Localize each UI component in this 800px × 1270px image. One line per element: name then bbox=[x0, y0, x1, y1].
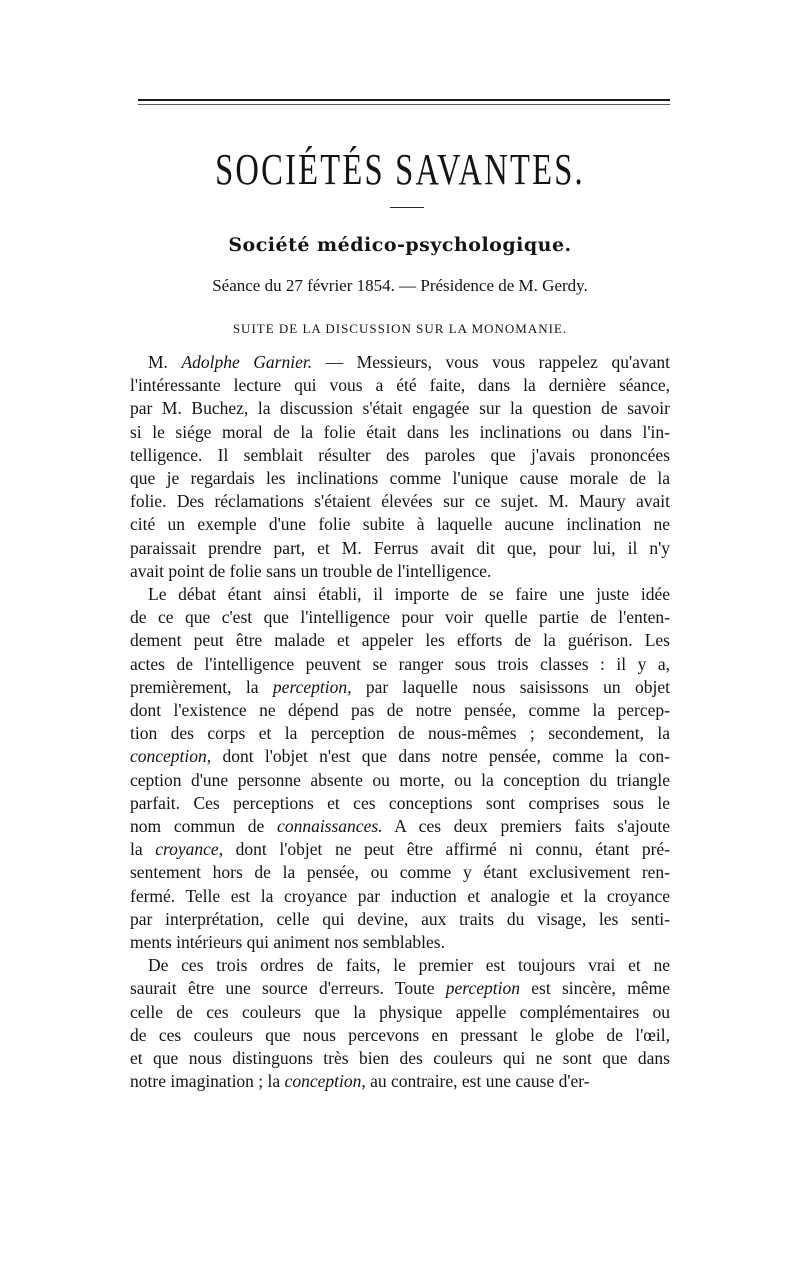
text-run: Le débat étant ainsi établi, il importe de se faire une juste idée bbox=[148, 584, 670, 605]
text-run: ception d'une personne absente ou morte, ou la conception du triangle bbox=[130, 769, 670, 790]
italic-term: Adolphe Garnier. bbox=[181, 352, 313, 372]
text-run: de ces couleurs que nous percevons en pressant le globe de l'œil, bbox=[130, 1024, 670, 1045]
text-line bbox=[130, 838, 670, 861]
text-run: tion des corps et la perception de nous-mêmes ; secondement, la bbox=[130, 723, 670, 744]
text-run: l'intéressante lecture qui vous a été faite, dans la dernière séance, bbox=[130, 375, 670, 396]
text-line bbox=[130, 745, 670, 768]
text-run: si le siége moral de la folie était dans les inclinations ou dans l'in- bbox=[130, 421, 670, 442]
text-line bbox=[130, 513, 670, 536]
text-run: premièrement, la bbox=[130, 676, 273, 697]
text-line bbox=[130, 885, 670, 908]
text-run: celle de ces couleurs que la physique appelle complémentaires ou bbox=[130, 1001, 670, 1022]
text-line bbox=[130, 1001, 670, 1024]
text-line bbox=[130, 397, 670, 420]
text-run: par laquelle nous saisissons un objet bbox=[351, 676, 670, 697]
text-run: dont l'objet ne peut être affirmé ni connu, étant pré- bbox=[223, 839, 670, 860]
session-line: Séance du 27 février 1854. — Présidence de M. Gerdy. bbox=[212, 276, 588, 295]
text-line bbox=[130, 1047, 670, 1070]
text-line bbox=[130, 583, 670, 606]
text-line bbox=[130, 537, 670, 560]
article-body bbox=[130, 351, 670, 1094]
text-line bbox=[130, 815, 670, 838]
text-run: que je regardais les inclinations comme l'unique cause morale de la bbox=[130, 468, 670, 489]
text-line bbox=[130, 769, 670, 792]
society-title: Société médico-psychologique. bbox=[228, 234, 572, 256]
text-run: paraissait prendre part, et M. Ferrus avait dit que, pour lui, il n'y bbox=[130, 537, 670, 558]
text-line bbox=[130, 908, 670, 931]
text-run: dont l'existence ne dépend pas de notre pensée, comme la percep- bbox=[130, 700, 670, 721]
text-run: est sincère, même bbox=[519, 978, 670, 999]
text-run: par interprétation, celle qui devine, aux traits du visage, les senti- bbox=[130, 908, 670, 929]
text-line bbox=[130, 699, 670, 722]
text-line bbox=[130, 490, 670, 513]
title-separator bbox=[390, 207, 424, 208]
italic-term: croyance, bbox=[155, 839, 224, 860]
text-line bbox=[130, 606, 670, 629]
text-run: — Messieurs, vous vous rappelez qu'avant bbox=[312, 352, 670, 372]
text-run: sentement hors de la pensée, ou comme y étant exclusivement ren- bbox=[130, 862, 670, 883]
text-line bbox=[130, 351, 670, 374]
text-line bbox=[130, 676, 670, 699]
text-run: A ces deux premiers faits s'ajoute bbox=[382, 816, 670, 837]
text-line bbox=[130, 931, 670, 954]
header-rule-thin bbox=[138, 104, 670, 105]
text-line bbox=[130, 861, 670, 884]
paragraph-1 bbox=[130, 351, 670, 583]
text-line bbox=[130, 792, 670, 815]
text-line bbox=[130, 421, 670, 444]
text-run: la bbox=[130, 839, 156, 860]
text-line bbox=[130, 1070, 670, 1093]
italic-term: perception bbox=[445, 978, 520, 999]
text-line bbox=[130, 560, 670, 583]
text-run: ments intérieurs qui animent nos semblables. bbox=[130, 932, 445, 953]
text-line bbox=[130, 954, 670, 977]
text-line bbox=[130, 977, 670, 1000]
italic-term: connaissances. bbox=[277, 816, 383, 837]
text-line bbox=[130, 722, 670, 745]
text-run: nom commun de bbox=[130, 816, 278, 837]
text-line bbox=[130, 374, 670, 397]
text-run: saurait être une source d'erreurs. Toute bbox=[130, 978, 446, 999]
text-run: notre imagination ; la bbox=[130, 1071, 285, 1092]
italic-term: perception, bbox=[272, 676, 352, 697]
text-run: telligence. Il semblait résulter des paroles que j'avais prononcées bbox=[130, 444, 670, 465]
text-run: de ce que c'est que l'intelligence pour voir quelle partie de l'enten- bbox=[130, 607, 670, 628]
text-run: et que nous distinguons très bien des couleurs qui ne sont que dans bbox=[130, 1048, 670, 1069]
header-rule bbox=[138, 99, 670, 101]
text-run: cité un exemple d'une folie subite à laquelle aucune inclination ne bbox=[130, 514, 670, 535]
paragraph-3 bbox=[130, 954, 670, 1093]
text-run: De ces trois ordres de faits, le premier est toujours vrai et ne bbox=[148, 955, 670, 976]
italic-term: conception, bbox=[130, 746, 212, 767]
text-line bbox=[130, 467, 670, 490]
text-run: au contraire, est une cause d'er- bbox=[365, 1071, 590, 1092]
text-run: parfait. Ces perceptions et ces conceptions sont comprises sous le bbox=[130, 792, 670, 813]
text-line bbox=[130, 1024, 670, 1047]
text-line bbox=[130, 653, 670, 676]
section-masthead: SOCIÉTÉS SAVANTES. bbox=[215, 145, 585, 194]
text-run: M. bbox=[148, 352, 182, 372]
text-run: dement peut être malade et appeler les efforts de la guérison. Les bbox=[130, 630, 670, 651]
text-run: avait point de folie sans un trouble de l'intelligence. bbox=[130, 560, 492, 581]
text-run: actes de l'intelligence peuvent se ranger sous trois classes : il y a, bbox=[130, 653, 670, 674]
text-run: fermé. Telle est la croyance par induction et analogie et la croyance bbox=[130, 885, 670, 906]
text-run: folie. Des réclamations s'étaient élevées sur ce sujet. M. Maury avait bbox=[130, 491, 670, 512]
paragraph-2 bbox=[130, 583, 670, 954]
text-run: dont l'objet n'est que dans notre pensée, comme la con- bbox=[211, 746, 670, 767]
text-line bbox=[130, 629, 670, 652]
italic-term: conception, bbox=[284, 1071, 366, 1092]
subsection-title: SUITE DE LA DISCUSSION SUR LA MONOMANIE. bbox=[232, 321, 568, 336]
text-run: par M. Buchez, la discussion s'était engagée sur la question de savoir bbox=[130, 398, 670, 419]
text-line bbox=[130, 444, 670, 467]
